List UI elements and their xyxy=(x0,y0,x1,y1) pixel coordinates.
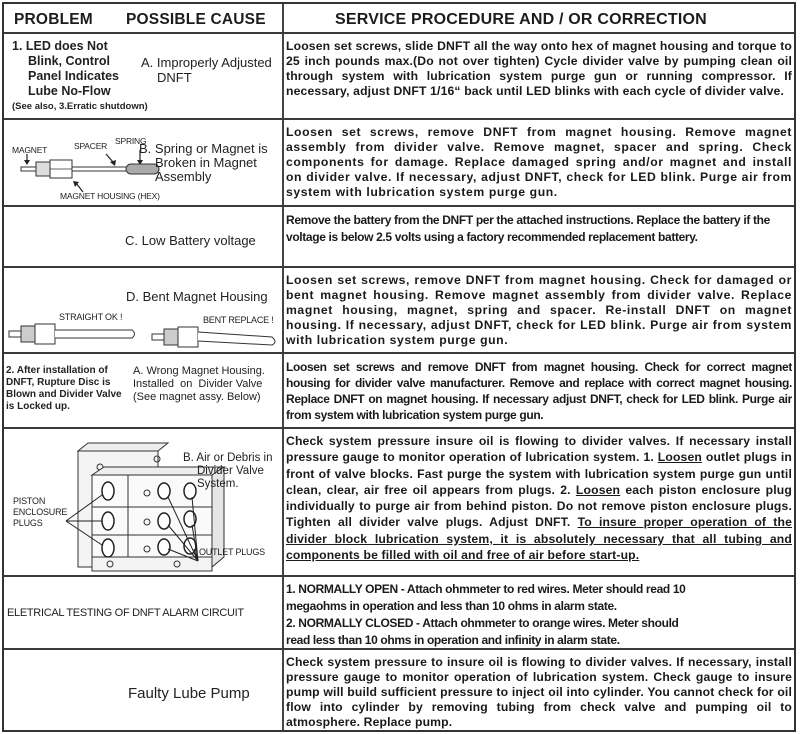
service-procedure: Remove the battery from the DNFT per the attached instructions. Replace the battery if the voltage is below 2.5 volts using a factory recommended replacement battery. xyxy=(286,213,770,244)
problem-line: is Locked up. xyxy=(6,401,70,412)
problem-line: 1. LED does Not xyxy=(12,39,108,53)
cause-line: DNFT xyxy=(157,70,192,85)
possible-cause: D. Bent Magnet Housing xyxy=(126,289,268,304)
problem-note: (See also, 3.Erratic shutdown) xyxy=(12,101,148,112)
step-number: 1. xyxy=(643,450,658,465)
problem-line: Panel Indicates xyxy=(28,69,120,83)
service-procedure: Loosen set screws, slide DNFT all the way onto hex of magnet housing and torque to 25 inch pounds max.(Do not over tighten) Cycle divider valve by pumping clean oil through system with lubrication system purge gun or running compressor. If necessary, adjust DNFT 1/16“ back until LED blinks with each cycle of divider valve. xyxy=(286,39,792,98)
outlet-plugs-label: OUTLET PLUGS xyxy=(199,547,265,557)
service-procedure: Loosen set screws and remove DNFT from magnet housing. Check for correct magnet housing for divider valve manufacturer. Remove and replace with correct magnet housing. Replace DNFT on magnet housing. If necessary adjust DNFT, check for LED blink. Purge air from system with lubrication system purge gun. xyxy=(286,360,792,422)
table-border xyxy=(2,2,796,732)
cause-line: System. xyxy=(197,478,239,490)
cause-line: Installed on Divider Valve xyxy=(133,378,263,390)
piston-label-line: ENCLOSURE xyxy=(13,507,68,517)
cause-line: Divider Valve xyxy=(197,465,264,477)
step-text: each piston enclosure plug individually to purge air from behind piston. Do not remove piston enclosure plugs. Tighten all divider valve plugs. Adjust DNFT. xyxy=(286,482,792,530)
cause-line: A. Improperly Adjusted xyxy=(141,55,272,70)
possible-cause: ELETRICAL TESTING OF DNFT ALARM CIRCUIT xyxy=(7,607,244,619)
service-procedure: Loosen set screws, remove DNFT from magnet housing. Check for damaged or bent magnet housing. Remove magnet assembly from divider valve. Replace magnet housing, magnet, spring and spacer. Re-install DNFT on magnet housing. If necessary, adjust DNFT, check for LED blink. Purge air from system with lubrication system purge gun. xyxy=(286,273,792,347)
procedure-lead: 2. NORMALLY CLOSED xyxy=(286,616,414,630)
possible-cause: C. Low Battery voltage xyxy=(125,233,256,248)
step-emphasis: Loosen xyxy=(657,450,702,465)
straight-ok-label: STRAIGHT OK ! xyxy=(59,312,123,322)
spring-label: SPRING xyxy=(115,136,147,146)
piston-label-line: PISTON xyxy=(13,496,46,506)
step-emphasis: Loosen xyxy=(575,482,621,497)
warning-text: To insure proper operation of the divider block lubrication system, it is absolutely necessary that all tubing and components be filled with oil and free of air before start-up. xyxy=(286,515,792,563)
header-possible-cause: POSSIBLE CAUSE xyxy=(126,11,266,28)
header-problem: PROBLEM xyxy=(14,11,93,28)
problem-line: Blink, Control xyxy=(28,54,110,68)
cause-line: B. Spring or Magnet is xyxy=(139,141,268,156)
possible-cause: Faulty Lube Pump xyxy=(128,685,250,702)
piston-label-line: PLUGS xyxy=(13,518,43,528)
procedure-line: megaohms in operation and less than 10 ohms in alarm state. xyxy=(286,599,617,613)
bent-replace-label: BENT REPLACE ! xyxy=(203,315,274,325)
procedure-intro: Check system pressure insure oil is flowing to divider valves. If necessary install pressure gauge to monitor operation of lubrication system. xyxy=(286,434,792,465)
problem-line: 2. After installation of xyxy=(6,365,108,376)
magnet-housing-label: MAGNET HOUSING (HEX) xyxy=(60,191,160,201)
spacer-label: SPACER xyxy=(74,141,108,151)
procedure-line: read less than 10 ohms in operation and infinity in alarm state. xyxy=(286,633,620,647)
cause-line: Broken in Magnet xyxy=(155,155,257,170)
procedure-text: - Attach ohmmeter to orange wires. Meter should xyxy=(413,616,679,630)
problem-line: Lube No-Flow xyxy=(28,84,111,98)
service-procedure: Check system pressure to insure oil is flowing to divider valves. If necessary, install pressure gauge to monitor operation of lubrication system. Check gauge to insure pump will build sufficient pressure to inject oil into cylinder. You cannot check for oil flow into cylinder by removing tubing from check valve and pumping oil to atmosphere. Replace pump. xyxy=(286,655,792,729)
step-text: outlet plugs in front of valve blocks. Fast purge the system with lubrication system purge gun until clean, clear, air free oil appears from plugs. xyxy=(286,450,792,497)
procedure-text: - Attach ohmmeter to red wires. Meter should read 10 xyxy=(397,582,686,596)
service-procedure: Loosen set screws, remove DNFT from magnet housing. Remove magnet assembly from divider valve. Remove magnet, spacer and spring. Check components for damage. Replace damaged spring and/or magnet and install on divider valve. If necessary, adjust DNFT, check for LED blink. Purge air from system with lubrication system purge gun. xyxy=(286,125,792,199)
cause-line: (See magnet assy. Below) xyxy=(133,391,261,403)
procedure-lead: 1. NORMALLY OPEN xyxy=(286,582,398,596)
problem-line: Blown and Divider Valve xyxy=(6,389,122,400)
cause-line: A. Wrong Magnet Housing. xyxy=(133,365,265,377)
problem-line: DNFT, Rupture Disc is xyxy=(6,377,111,388)
step-number: 2. xyxy=(560,482,576,497)
magnet-label: MAGNET xyxy=(12,145,48,155)
header-service-procedure: SERVICE PROCEDURE AND / OR CORRECTION xyxy=(335,11,707,28)
cause-line: B. Air or Debris in xyxy=(183,452,273,464)
cause-line: Assembly xyxy=(155,169,212,184)
